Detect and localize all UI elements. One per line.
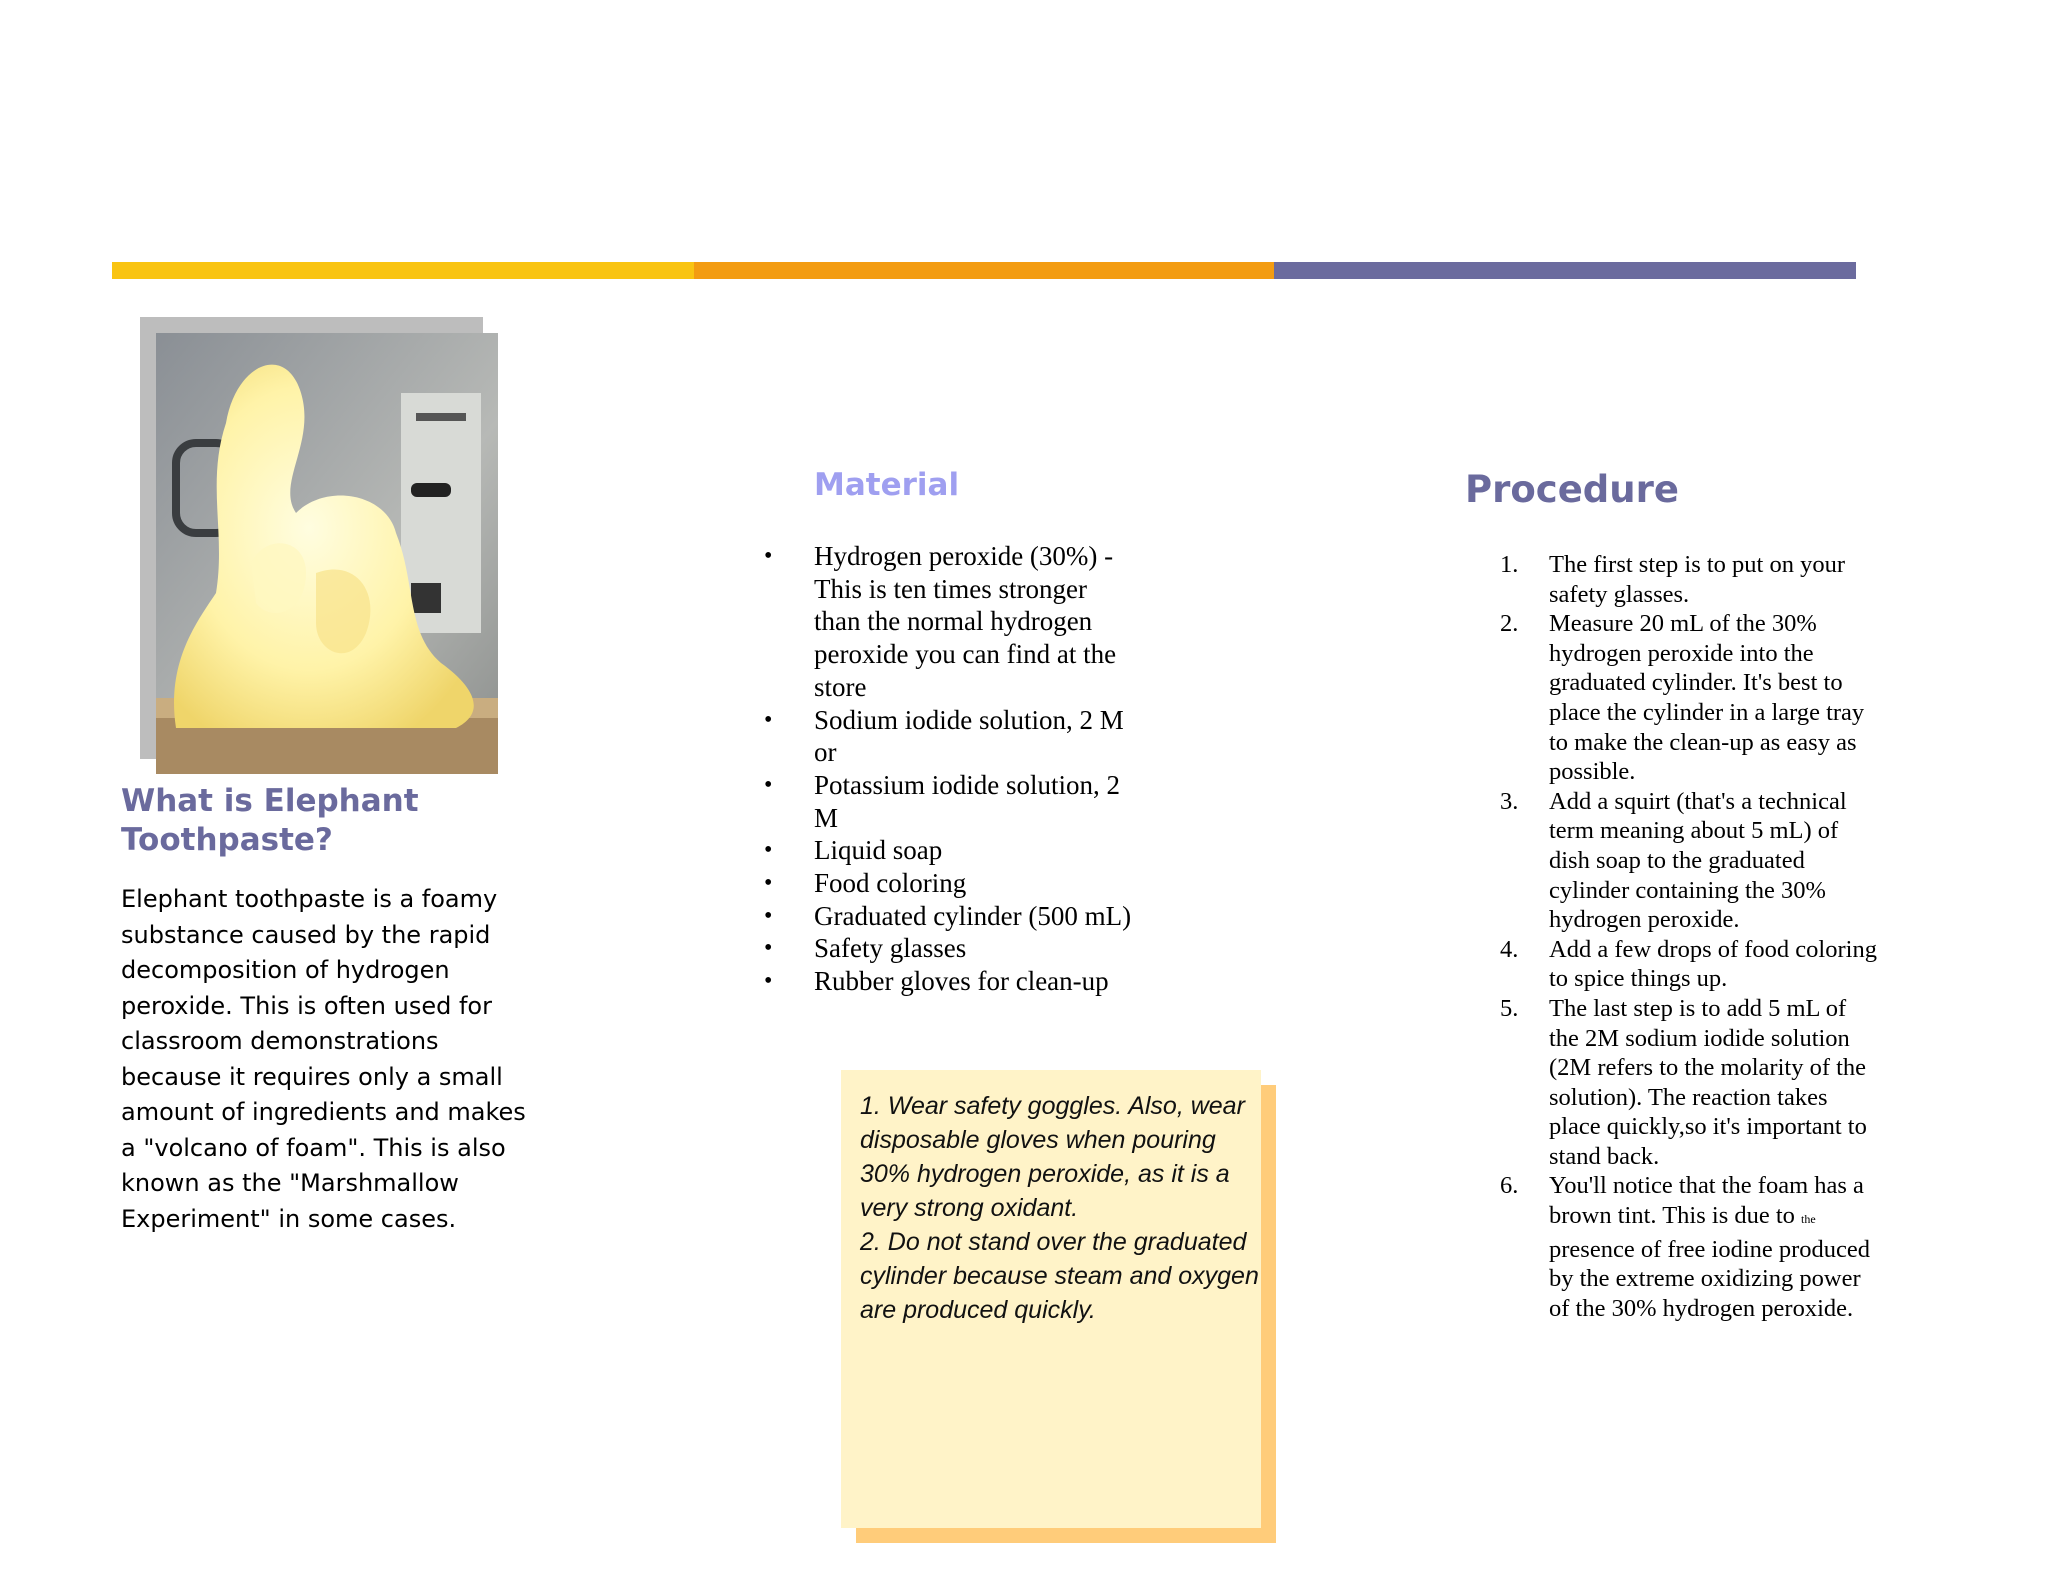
intro-heading: What is Elephant Toothpaste? [121, 783, 419, 858]
procedure-step [1497, 550, 1877, 609]
accent-bar-orange [694, 262, 1274, 279]
procedure-step [1497, 1171, 1877, 1323]
material-heading: Material [814, 467, 960, 503]
material-item: • Rubber gloves for clean-up [764, 965, 1134, 998]
safety-note-line: 2. Do not stand over the graduated cylinder because steam and oxygen are produced quickly. [860, 1228, 1259, 1324]
material-item: • Food coloring [764, 867, 1134, 900]
procedure-list [1497, 550, 1877, 1323]
intro-paragraph: Elephant toothpaste is a foamy substance caused by the rapid decomposition of hydrogen peroxide. This is often used for classroom demonstrations because it requires only a small amount of ingredients and makes a "volcano of foam". This is also known as the "Marshmallow Experiment" in some cases. [121, 885, 526, 1233]
step-text: Measure 20 mL of the 30% hydrogen peroxide into the graduated cylinder. It's best to place the cylinder in a large tray to make the clean-up as easy as possible. [1549, 610, 1865, 786]
step-number: 6. [1500, 1172, 1519, 1200]
step-text: Add a few drops of food coloring to spice things up. [1549, 935, 1877, 993]
material-item: • Hydrogen peroxide (30%) - This is ten times stronger than the normal hydrogen peroxide you can find at the store [764, 540, 1134, 704]
procedure-step [1497, 935, 1877, 994]
procedure-step [1497, 787, 1877, 935]
accent-bar-purple [1274, 262, 1856, 279]
step-number: 2. [1500, 610, 1519, 638]
procedure-heading: Procedure [1465, 468, 1679, 511]
material-item: • Potassium iodide solution, 2 M [764, 769, 1134, 834]
step-number: 5. [1500, 994, 1519, 1022]
procedure-step [1497, 994, 1877, 1172]
step-text: presence of free iodine produced by the extreme oxidizing power of the 30% hydrogen peroxide. [1549, 1235, 1871, 1322]
accent-bar-yellow [112, 262, 694, 279]
material-item: • Safety glasses [764, 932, 1134, 965]
safety-note-text [860, 1089, 1260, 1327]
elephant-toothpaste-photo [156, 333, 498, 774]
procedure-step [1497, 609, 1877, 787]
step-number: 4. [1500, 935, 1519, 963]
step-number: 3. [1500, 787, 1519, 815]
material-list [764, 540, 1134, 998]
safety-note-line: 1. Wear safety goggles. Also, wear disposable gloves when pouring 30% hydrogen peroxide, as it is a very strong oxidant. [860, 1092, 1245, 1222]
step-text: The last step is to add 5 mL of the 2M sodium iodide solution (2M refers to the molarity of the solution). The reaction takes place quickly,so it's important to stand back. [1549, 994, 1867, 1170]
material-item: • Graduated cylinder (500 mL) [764, 900, 1134, 933]
step-text-small: the [1801, 1212, 1816, 1227]
step-text: The first step is to put on your safety glasses. [1549, 551, 1846, 608]
step-number: 1. [1500, 551, 1519, 578]
step-text: Add a squirt (that's a technical term meaning about 5 mL) of dish soap to the graduated cylinder containing the 30% hydrogen peroxide. [1549, 787, 1847, 934]
step-text: You'll notice that the foam has a brown tint. This is due to [1549, 1172, 1864, 1230]
material-item: • Liquid soap [764, 834, 1134, 867]
material-item: or [814, 737, 837, 768]
material-item: • Sodium iodide solution, 2 M [764, 704, 1134, 737]
